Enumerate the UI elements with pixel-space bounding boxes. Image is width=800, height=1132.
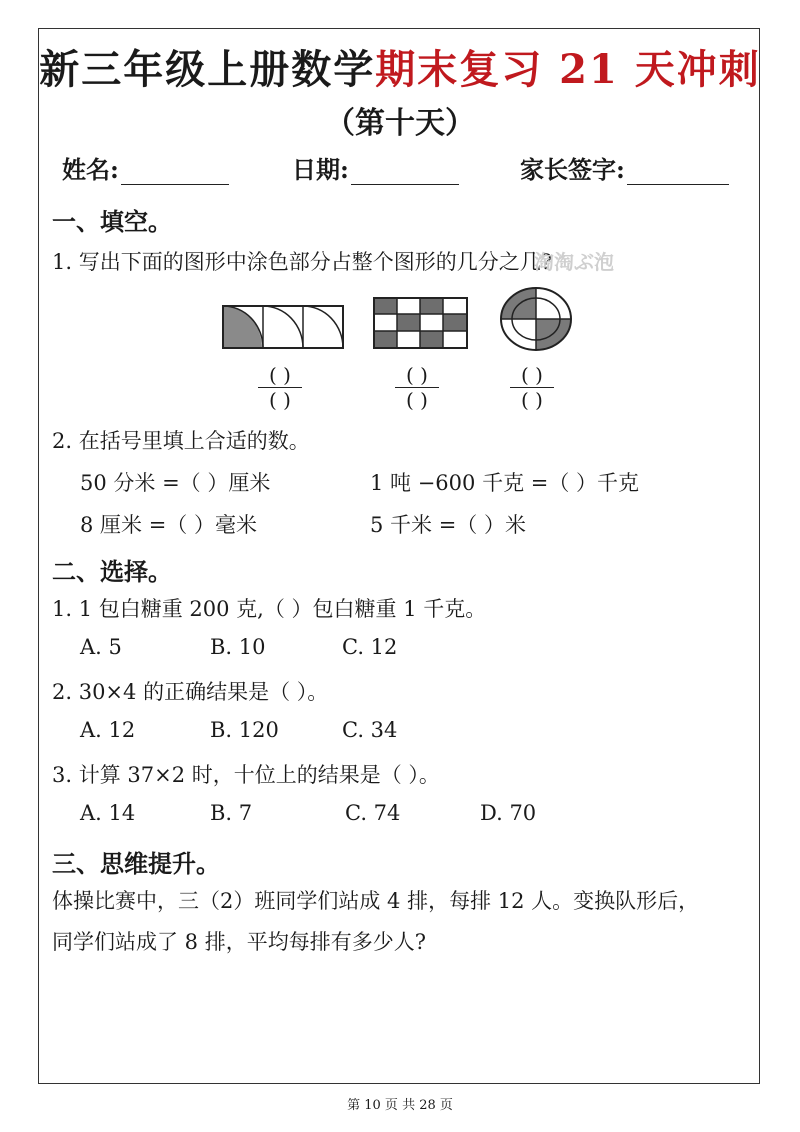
q2-1-text: 1. 1 包白糖重 200 克,（ ）包白糖重 1 千克。 — [52, 597, 487, 621]
date-blank[interactable] — [351, 160, 459, 185]
sign-field[interactable] — [520, 150, 729, 185]
watermark: 淘淘ぶ泡 — [534, 250, 614, 274]
name-label: 姓名: — [62, 155, 119, 184]
page-title — [0, 38, 800, 95]
section-1-heading: 一、填空。 — [52, 207, 172, 236]
option-c[interactable]: C. 12 — [342, 635, 398, 659]
fraction-numerator: ( ) — [406, 363, 428, 387]
fill-item: 1 吨 −600 千克 =（ ）千克 — [370, 471, 640, 495]
q1-2-text: 2. 在括号里填上合适的数。 — [52, 429, 310, 453]
name-field[interactable] — [62, 150, 229, 185]
option-b[interactable]: B. 10 — [210, 635, 266, 659]
fraction-denominator: ( ) — [406, 388, 428, 412]
fill-item: 50 分米 =（ ）厘米 — [80, 471, 271, 495]
option-a[interactable]: A. 5 — [80, 635, 122, 659]
fraction-numerator: ( ) — [521, 363, 543, 387]
answer-fraction-2[interactable] — [395, 364, 439, 411]
sign-blank[interactable] — [627, 160, 729, 185]
figure-grid — [373, 297, 469, 349]
figure-rings — [500, 286, 572, 352]
section-3-heading: 三、思维提升。 — [52, 849, 220, 878]
option-a[interactable]: A. 14 — [80, 801, 136, 825]
fraction-denominator: ( ) — [521, 388, 543, 412]
page-subtitle: （第十天） — [325, 106, 475, 141]
option-d[interactable]: D. 70 — [480, 801, 537, 825]
fraction-numerator: ( ) — [269, 363, 291, 387]
fill-item: 5 千米 =（ ）米 — [370, 513, 526, 537]
q3-line-1: 体操比赛中，三（2）班同学们站成 4 排，每排 12 人。变换队形后， — [52, 889, 700, 913]
date-field[interactable] — [292, 150, 459, 185]
option-c[interactable]: C. 34 — [342, 718, 398, 742]
page-footer: 第 10 页 共 28 页 — [347, 1098, 453, 1113]
q1-1-text: 1. 写出下面的图形中涂色部分占整个图形的几分之几? — [52, 250, 552, 274]
fraction-denominator: ( ) — [269, 388, 291, 412]
option-b[interactable]: B. 120 — [210, 718, 279, 742]
sign-label: 家长签字: — [520, 155, 625, 184]
answer-fraction-3[interactable] — [510, 364, 554, 411]
name-blank[interactable] — [121, 160, 229, 185]
q2-3-text: 3. 计算 37×2 时，十位上的结果是（ ）。 — [52, 763, 440, 787]
option-a[interactable]: A. 12 — [80, 718, 136, 742]
answer-fraction-1[interactable] — [258, 364, 302, 411]
title-highlight: 期末复习 21 天冲刺 — [375, 46, 761, 93]
q2-2-text: 2. 30×4 的正确结果是（ ）。 — [52, 680, 329, 704]
section-2-heading: 二、选择。 — [52, 557, 172, 586]
option-b[interactable]: B. 7 — [210, 801, 253, 825]
q3-line-2: 同学们站成了 8 排，平均每排有多少人? — [52, 930, 426, 954]
date-label: 日期: — [292, 155, 349, 184]
option-c[interactable]: C. 74 — [345, 801, 401, 825]
title-main: 新三年级上册数学 — [39, 46, 376, 93]
figure-quarter-arcs — [222, 305, 346, 349]
fill-item: 8 厘米 =（ ）毫米 — [80, 513, 257, 537]
